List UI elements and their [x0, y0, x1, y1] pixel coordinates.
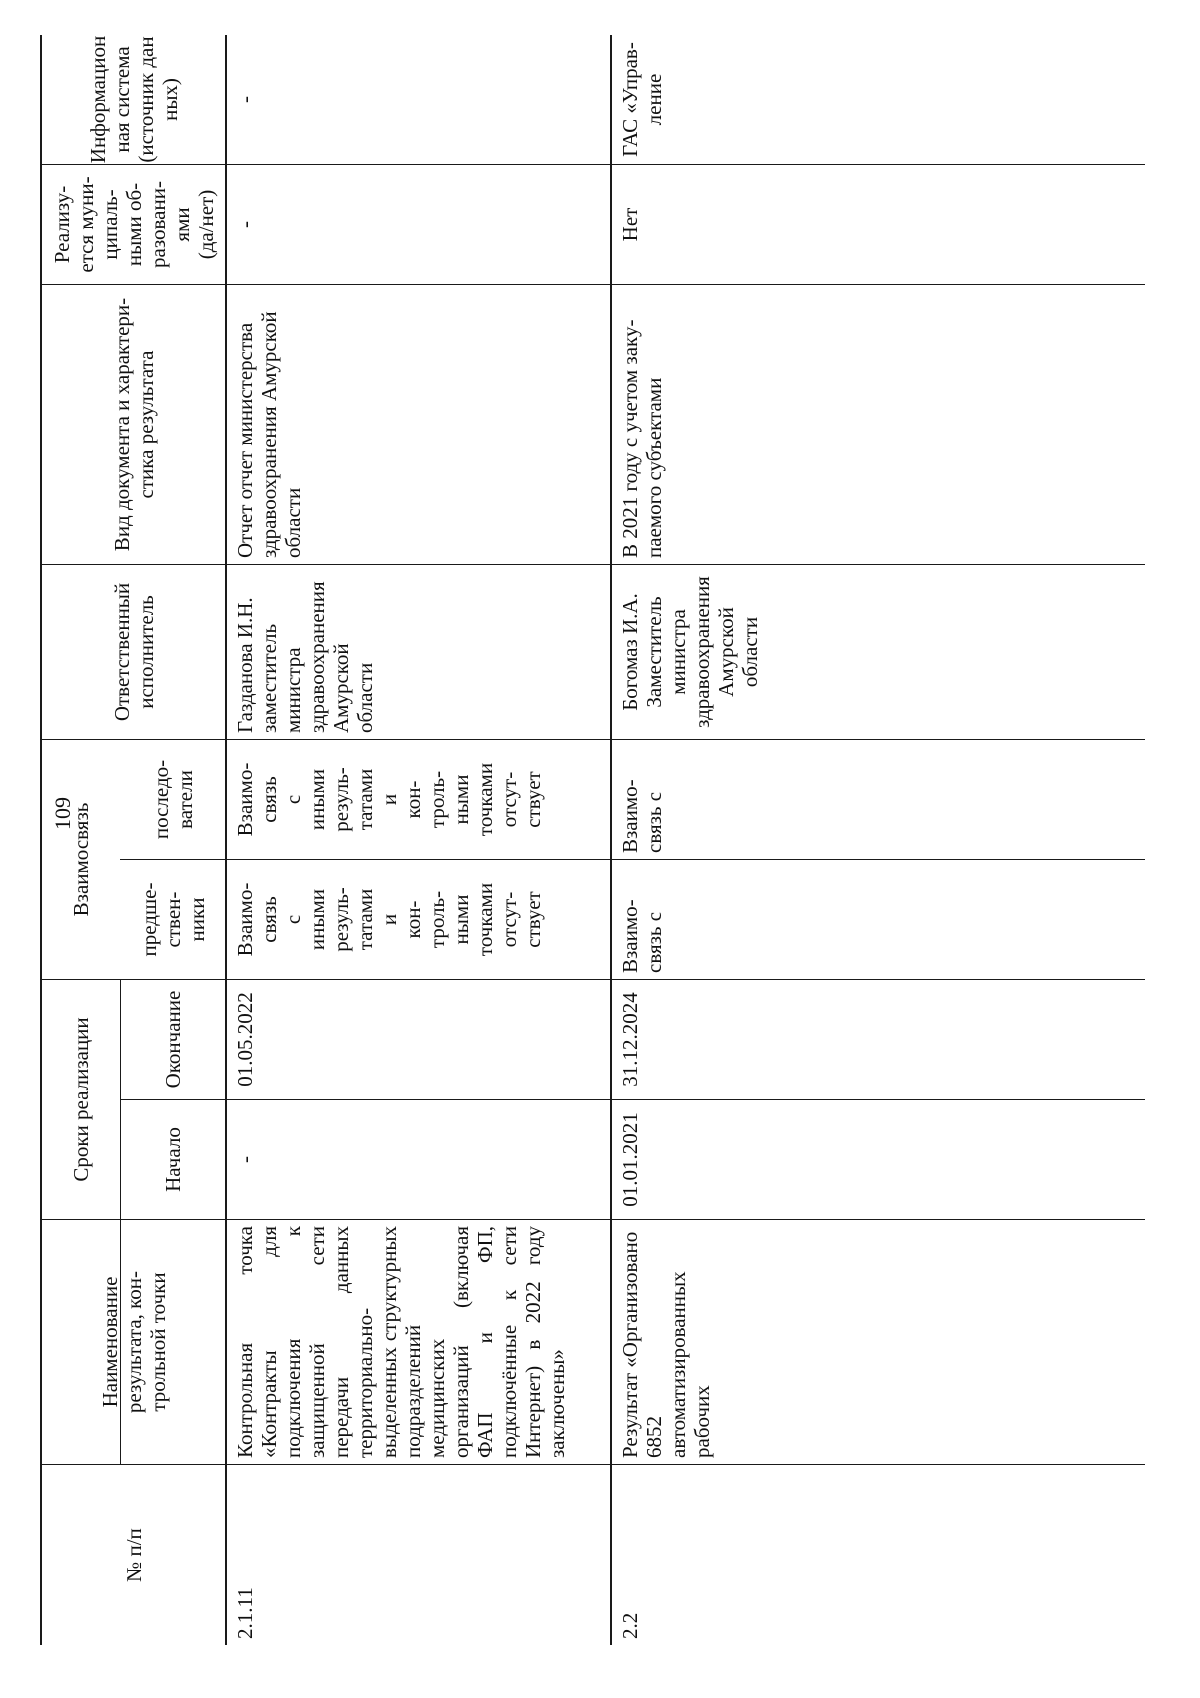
header-start: Начало: [161, 1127, 185, 1192]
header-bottom-border: [225, 35, 227, 1645]
row1-doc: Отчет отчет министерства здравоохранения Амурской области: [233, 311, 305, 558]
header-num: № п/п: [121, 1528, 146, 1582]
header-terms: Сроки реализации: [69, 1017, 93, 1182]
row-separator: [610, 35, 612, 1645]
header-name: Наименование результата, кон- трольной точки: [97, 1270, 170, 1414]
row1-end: 01.05.2022: [233, 992, 257, 1087]
row1-succ: Взаимо- связь с иными резуль- татами и кон- троль- ными точками отсут- ствует: [233, 762, 545, 837]
row2-muni: Нет: [618, 207, 642, 242]
row2-succ: Взаимо- связь с: [618, 779, 666, 853]
row2-name: Результат «Организовано 6852 автоматизированных рабочих: [618, 1231, 714, 1458]
row2-num: 2.2: [618, 1612, 642, 1639]
header-link: Взаимосвязь: [69, 802, 93, 917]
row2-info: ГАС «Управ- ление: [618, 42, 666, 157]
row2-doc: В 2021 году с учетом заку- паемого субъектами: [618, 319, 666, 558]
row2-resp: Богомаз И.А. Заместитель министра здравоохранения Амурской области: [618, 576, 762, 728]
row1-info: -: [233, 96, 257, 103]
row1-num: 2.1.11: [233, 1587, 257, 1639]
row2-end: 31.12.2024: [618, 992, 642, 1087]
header-muni: Реализу- ется муни- ципаль- ными об- разовани- ями (да/нет): [49, 176, 218, 273]
header-end: Окончание: [161, 990, 185, 1089]
row2-pred: Взаимо- связь с: [618, 899, 666, 973]
header-pred: предше- ствен- ники: [137, 882, 209, 957]
row1-resp: Газданова И.Н. заместитель министра здравоохранения Амурской области: [233, 581, 377, 733]
page-number: 109: [50, 797, 75, 830]
rotated-table-page: [40, 35, 1145, 1645]
header-resp: Ответственный исполнитель: [109, 582, 158, 722]
row1-start: -: [233, 1156, 257, 1163]
row1-name: Контрольная точка «Контракты для подключения к защищенной сети передачи данных территориально-выделенных структурных подразделений медицинских организаций (включая ФАП и ФП, подключённые к сети Интернет) в 2022 году заключены»: [233, 1226, 569, 1458]
header-info: Информацион ная система (источник дан ных): [85, 35, 182, 164]
row2-start: 01.01.2021: [618, 1112, 642, 1207]
row1-pred: Взаимо- связь с иными резуль- татами и кон- троль- ными точками отсут- ствует: [233, 882, 545, 957]
header-succ: последо- ватели: [149, 759, 197, 840]
row1-muni: -: [233, 221, 257, 228]
header-doc: Вид документа и характери- стика результата: [109, 297, 158, 552]
